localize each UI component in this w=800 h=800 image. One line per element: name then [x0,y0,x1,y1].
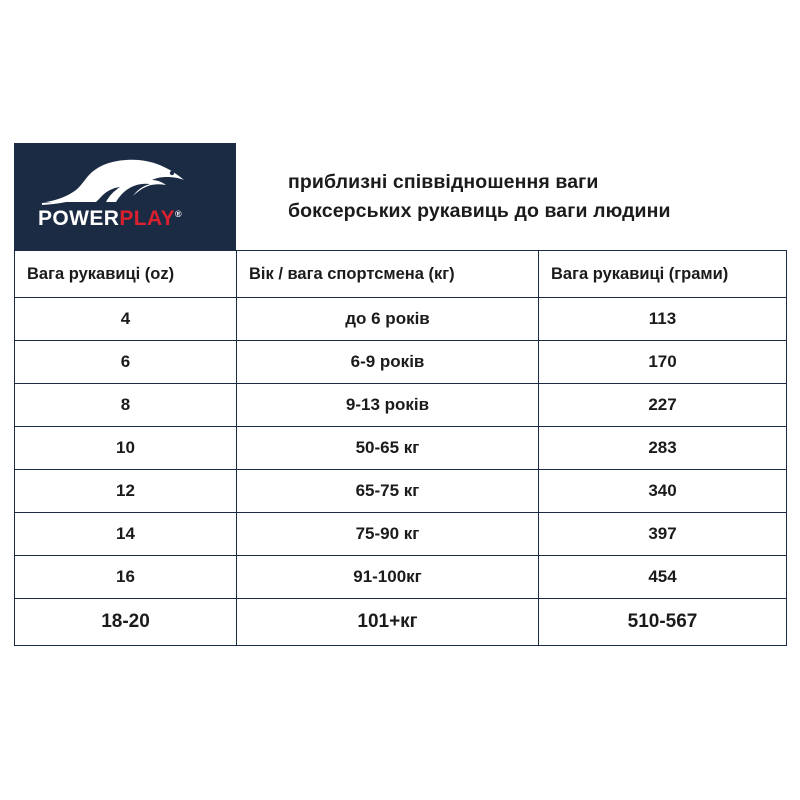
size-chart [14,143,786,646]
cell-athlete: до 6 років [237,298,539,341]
brand-name-second: PLAY [119,207,176,230]
cell-glove-grams: 510-567 [539,599,787,646]
table-row [15,341,787,384]
cell-athlete: 50-65 кг [237,427,539,470]
cell-glove-grams: 340 [539,470,787,513]
glove-weight-table [14,250,787,646]
cell-glove-oz: 16 [15,556,237,599]
table-header-row [15,251,787,298]
chart-title-line2: боксерських рукавиць до ваги людини [288,199,671,222]
cell-athlete: 75-90 кг [237,513,539,556]
column-header-athlete: Вік / вага спортсмена (кг) [237,251,539,298]
table-row [15,556,787,599]
brand-wordmark [38,207,182,231]
cell-glove-grams: 283 [539,427,787,470]
chart-title-line1: приблизні співвідношення ваги [288,171,599,194]
registered-mark: ® [175,209,183,219]
cell-athlete: 101+кг [237,599,539,646]
cell-athlete: 9-13 років [237,384,539,427]
table-row [15,470,787,513]
cell-glove-oz: 14 [15,513,237,556]
table-row [15,599,787,646]
cell-athlete: 65-75 кг [237,470,539,513]
cell-athlete: 6-9 років [237,341,539,384]
cell-athlete: 91-100кг [237,556,539,599]
cell-glove-oz: 10 [15,427,237,470]
cell-glove-grams: 227 [539,384,787,427]
column-header-glove-oz: Вага рукавиці (oz) [15,251,237,298]
cell-glove-grams: 113 [539,298,787,341]
chart-header [14,143,786,250]
cell-glove-grams: 170 [539,341,787,384]
cell-glove-oz: 12 [15,470,237,513]
cell-glove-grams: 454 [539,556,787,599]
table-row [15,384,787,427]
cell-glove-grams: 397 [539,513,787,556]
cell-glove-oz: 4 [15,298,237,341]
brand-logo [14,143,236,250]
brand-name-first: POWER [38,207,120,230]
cell-glove-oz: 8 [15,384,237,427]
chart-title [236,143,786,250]
table-row [15,427,787,470]
table-row [15,513,787,556]
panther-logo-icon [38,156,208,208]
column-header-glove-grams: Вага рукавиці (грами) [539,251,787,298]
cell-glove-oz: 18-20 [15,599,237,646]
table-row [15,298,787,341]
cell-glove-oz: 6 [15,341,237,384]
